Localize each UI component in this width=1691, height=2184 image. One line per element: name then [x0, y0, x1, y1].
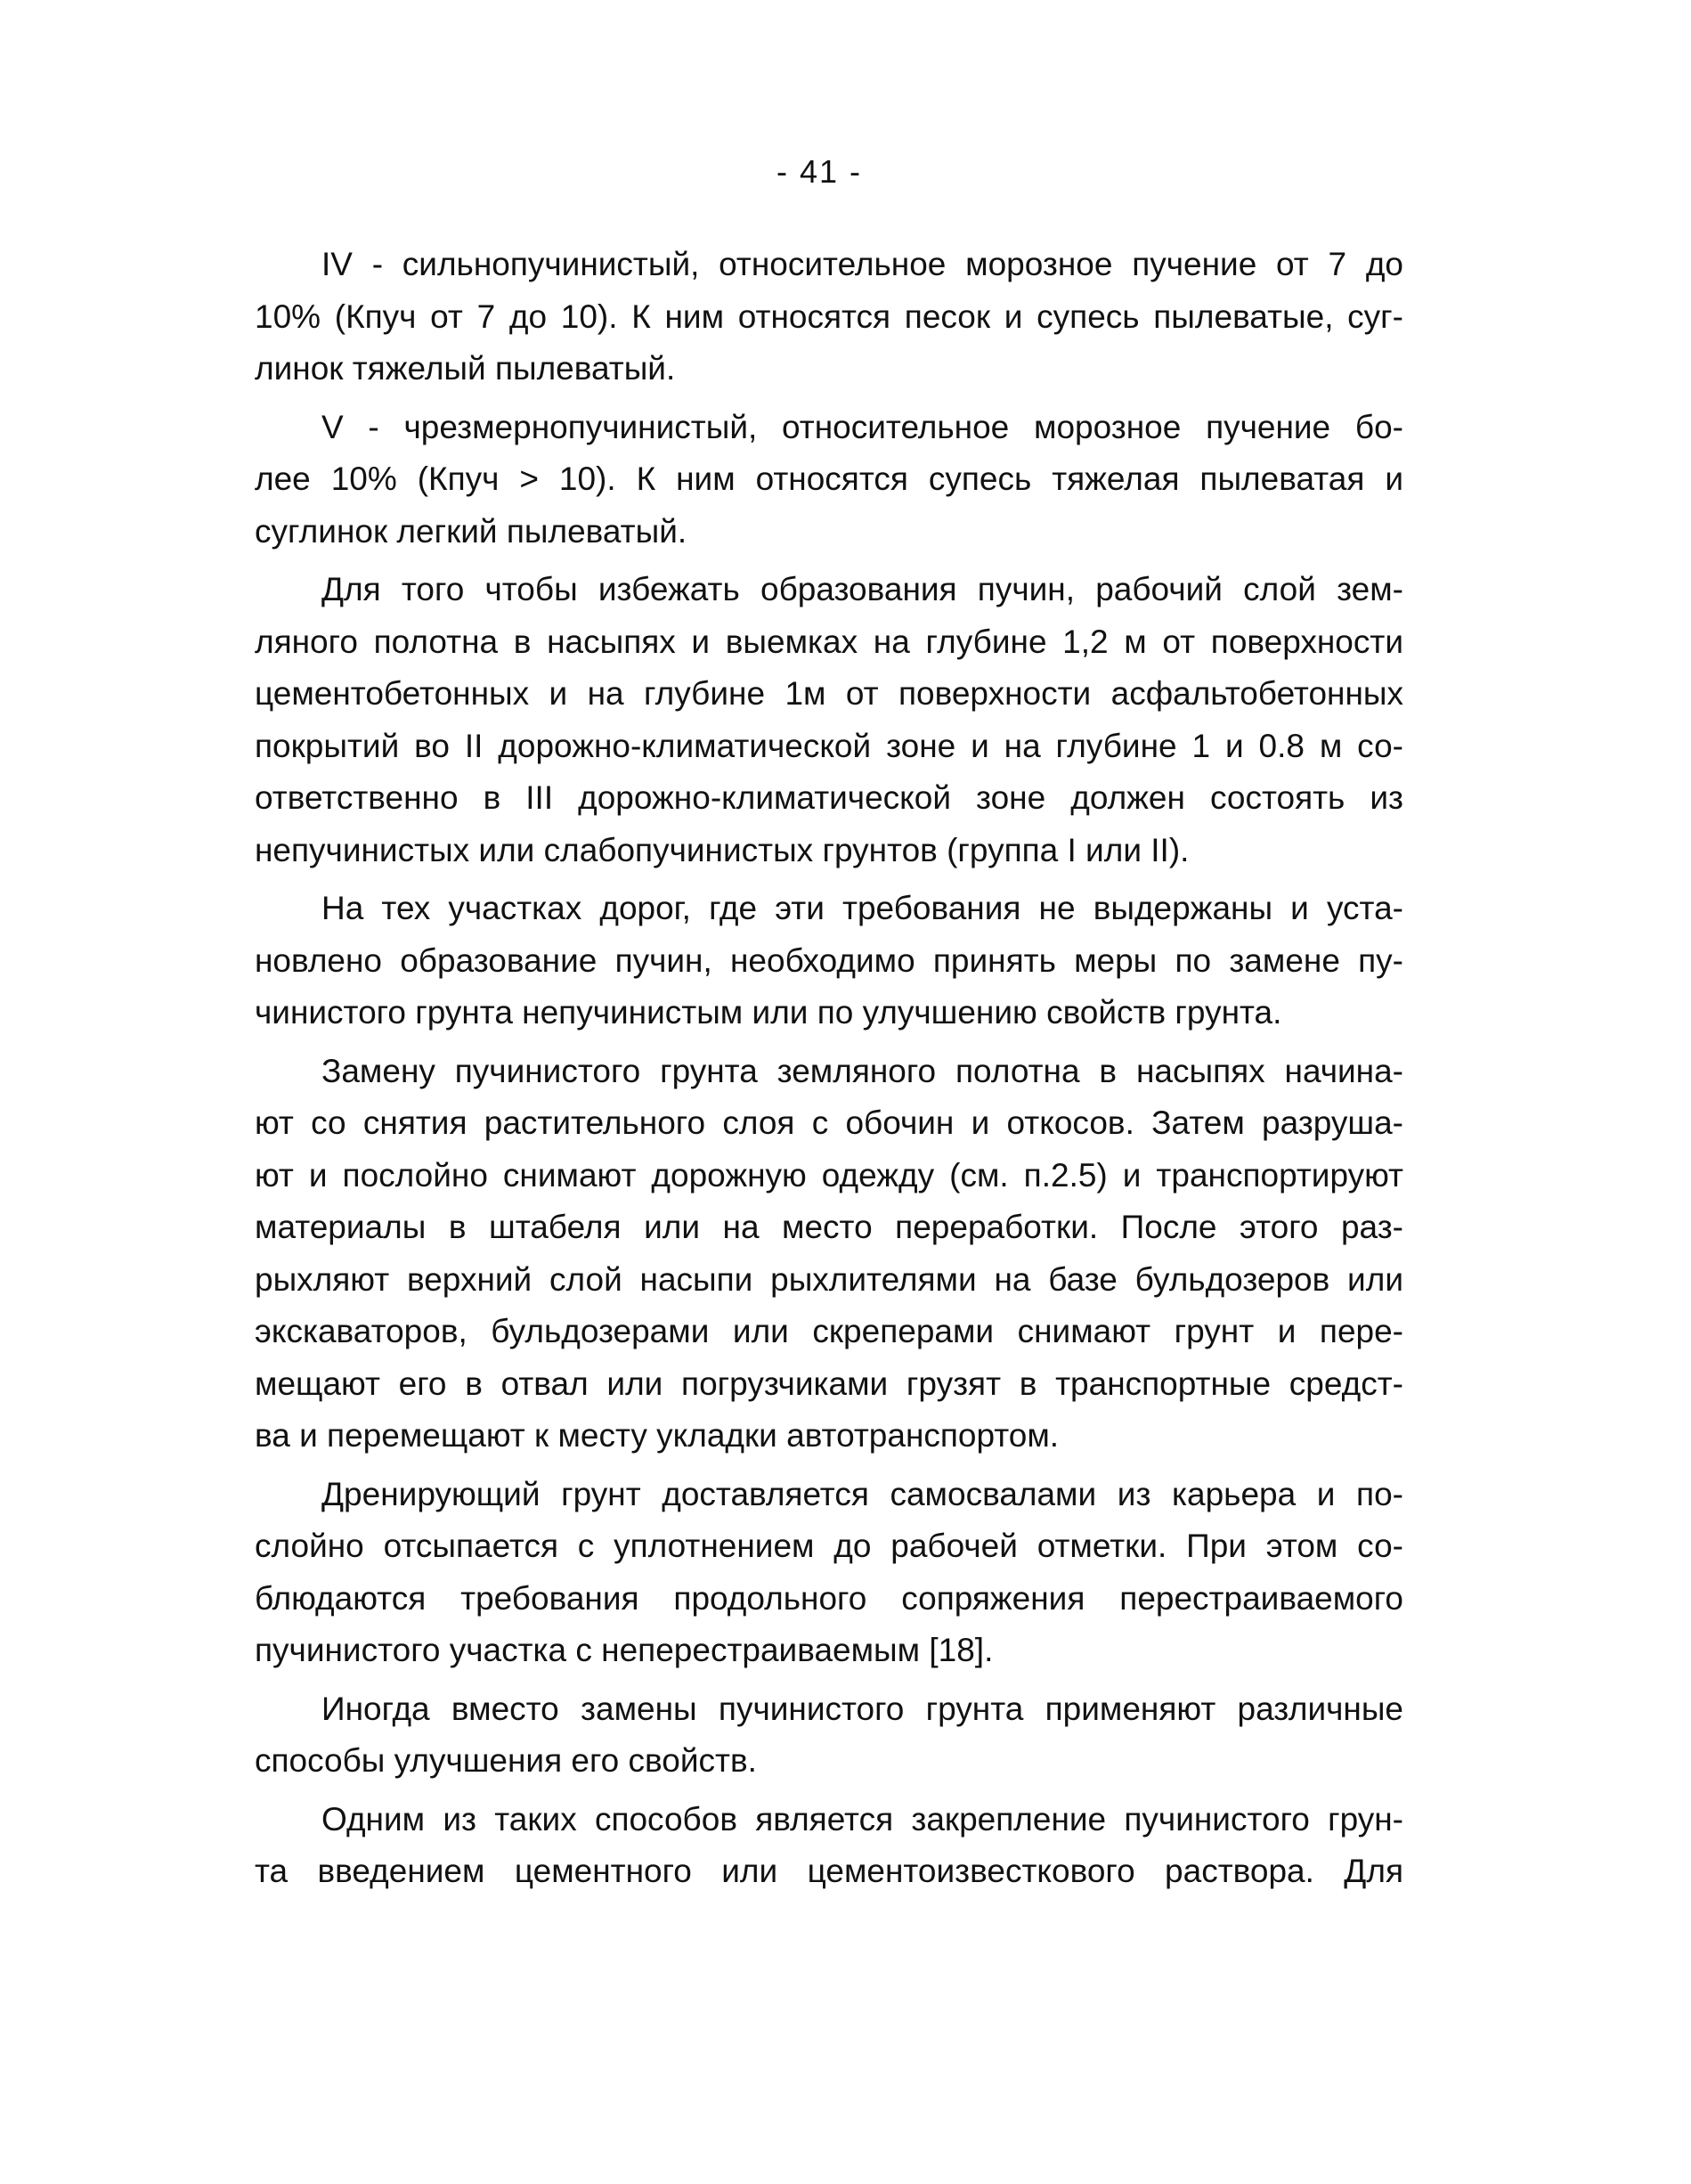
- text-line: линок тяжелый пылеватый.: [255, 350, 676, 387]
- text-line: Дренирующий грунт доставляется самосвалами из карьера и по-: [321, 1475, 1403, 1512]
- text-line: ответственно в III дорожно-климатической зоне должен состоять из: [255, 779, 1403, 816]
- text-line: способы улучшения его свойств.: [255, 1742, 757, 1779]
- text-line: новлено образование пучин, необходимо принять меры по замене пу-: [255, 941, 1403, 979]
- page-number: - 41 -: [776, 153, 863, 190]
- text-line: Для того чтобы избежать образования пучин, рабочий слой зем-: [321, 571, 1403, 607]
- text-line: 10% (Кпуч от 7 до 10). К ним относятся песок и супесь пылеватые, суг-: [255, 297, 1403, 335]
- paragraph-road-sections: [255, 883, 1403, 1039]
- text-line: чинистого грунта непучинистым или по улучшению свойств грунта.: [255, 994, 1282, 1031]
- text-line: слойно отсыпается с уплотнением до рабочей отметки. При этом со-: [255, 1528, 1403, 1564]
- text-line: пучинистого участка с неперестраиваемым [18].: [255, 1632, 994, 1668]
- text-line: материалы в штабеля или на место переработки. После этого раз-: [255, 1209, 1403, 1245]
- text-line: Замену пучинистого грунта земляного полотна в насыпях начина-: [321, 1052, 1403, 1089]
- text-line: Иногда вместо замены пучинистого грунта применяют различные: [321, 1690, 1403, 1727]
- text-line: V - чрезмернопучинистый, относительное морозное пучение бо-: [321, 408, 1403, 445]
- text-line: лее 10% (Кпуч > 10). К ним относятся супесь тяжелая пылеватая и: [255, 460, 1403, 497]
- paragraph-working-layer: [255, 564, 1403, 876]
- text-line: суглинок легкий пылеватый.: [255, 512, 687, 550]
- text-line: блюдаются требования продольного сопряжения перестраиваемого: [255, 1579, 1403, 1617]
- text-line: На тех участках дорог, где эти требования не выдержаны и уста-: [321, 890, 1403, 926]
- text-line: экскаваторов, бульдозерами или скреперами снимают грунт и пере-: [255, 1313, 1403, 1349]
- paragraph-draining-soil: [255, 1469, 1403, 1677]
- text-line: мещают его в отвал или погрузчиками грузят в транспортные средст-: [255, 1365, 1403, 1402]
- text-line: непучинистых или слабопучинистых грунтов (группа I или II).: [255, 831, 1190, 868]
- text-line: ют и послойно снимают дорожную одежду (см. п.2.5) и транспортируют: [255, 1156, 1403, 1194]
- text-line: IV - сильнопучинистый, относительное морозное пучение от 7 до: [321, 246, 1403, 282]
- text-line: ют со снятия растительного слоя с обочин и откосов. Затем разруша-: [255, 1104, 1403, 1141]
- paragraph-soil-replacement: [255, 1046, 1403, 1463]
- text-line: покрытий во II дорожно-климатической зоне и на глубине 1 и 0.8 м со-: [255, 727, 1403, 764]
- text-line: ляного полотна в насыпях и выемках на глубине 1,2 м от поверхности: [255, 623, 1403, 660]
- text-line: Одним из таких способов является закрепление пучинистого грун-: [321, 1800, 1403, 1838]
- text-line: ва и перемещают к месту укладки автотранспортом.: [255, 1417, 1060, 1454]
- body-text: [255, 239, 1403, 1904]
- paragraph-improvement-methods: [255, 1683, 1403, 1788]
- text-line: та введением цементного или цементоизвесткового раствора. Для: [255, 1853, 1403, 1889]
- text-line: цементобетонных и на глубине 1м от поверхности асфальтобетонных: [255, 675, 1403, 712]
- paragraph-class-iv: [255, 239, 1403, 395]
- paragraph-stabilization: [255, 1794, 1403, 1898]
- text-line: рыхляют верхний слой насыпи рыхлителями на базе бульдозеров или: [255, 1260, 1403, 1298]
- paragraph-class-v: [255, 402, 1403, 558]
